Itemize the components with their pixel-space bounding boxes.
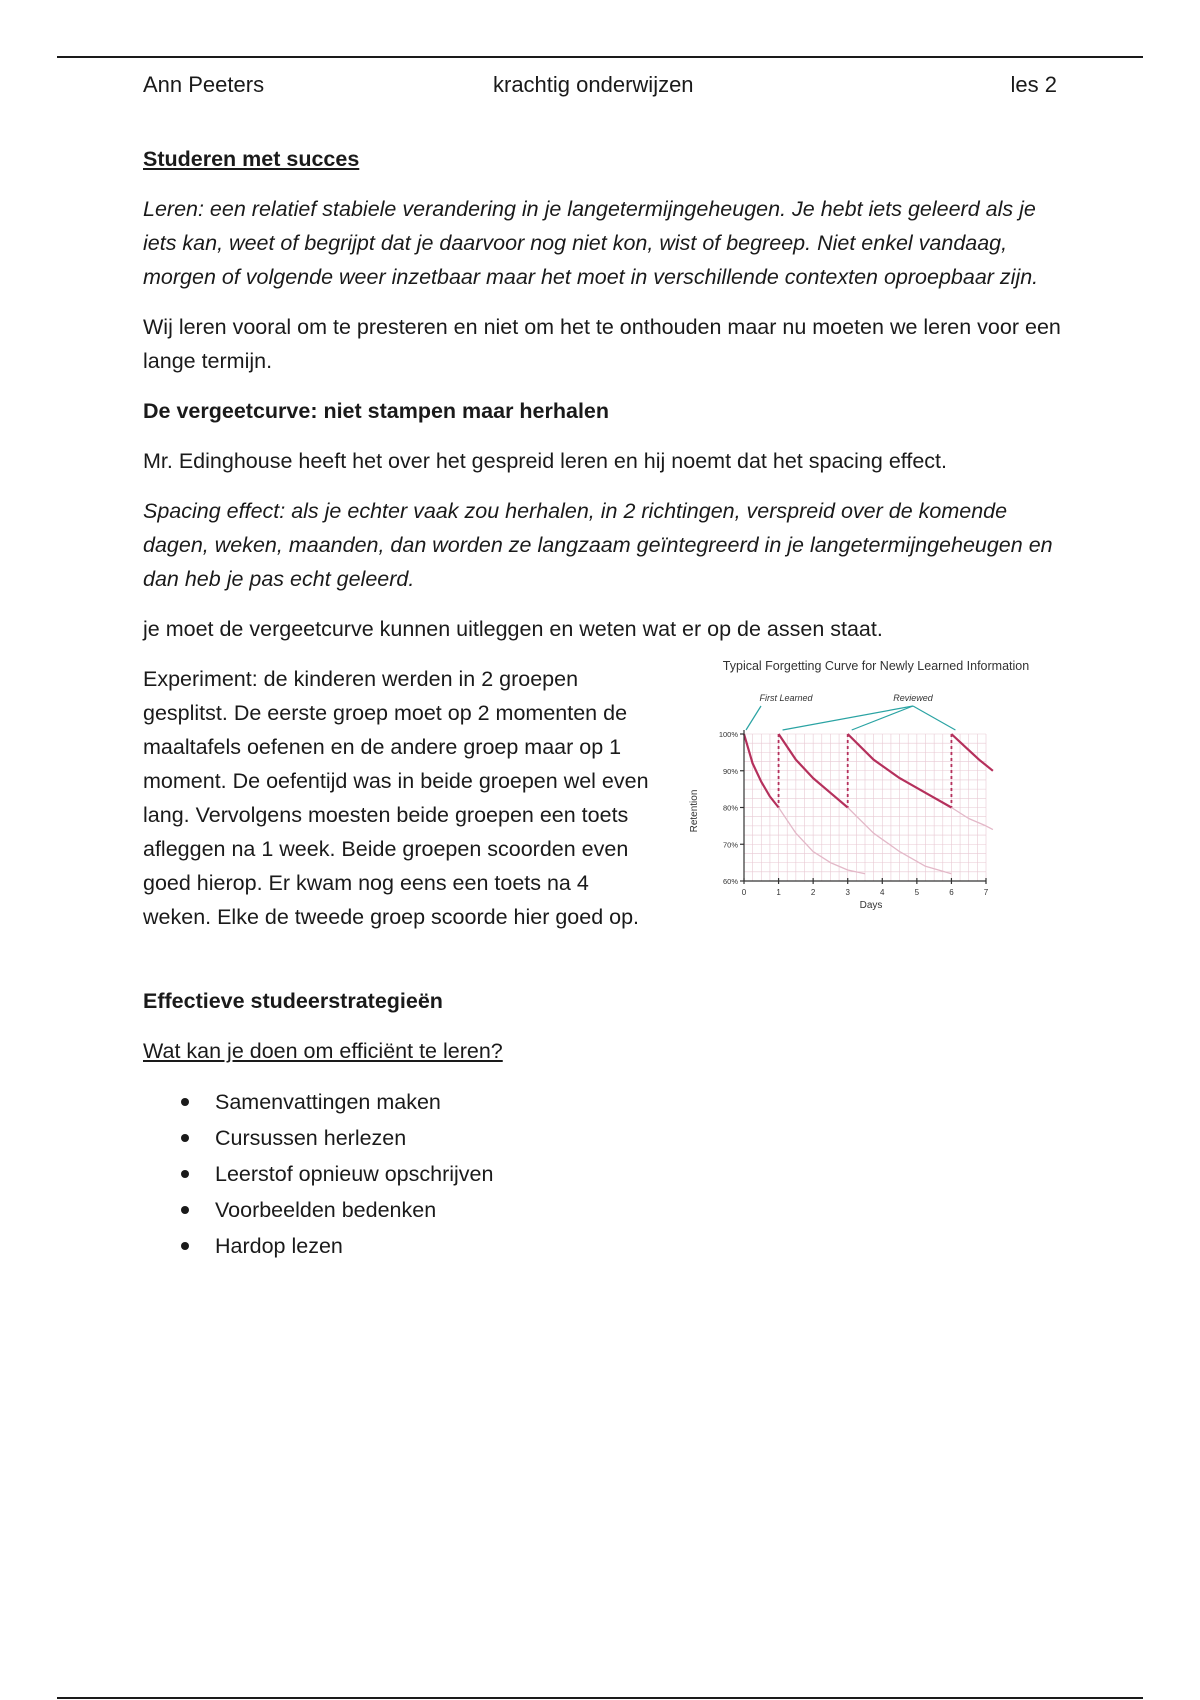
chart-x-label: Days [859, 900, 883, 911]
list-item [181, 1156, 1063, 1192]
annotation-first-learned: First Learned [759, 693, 813, 703]
definition-spacing-effect: Spacing effect: als je echter vaak zou herhalen, in 2 richtingen, verspreid over de komende dagen, weken, maanden, dan worden ze langzaam geïntegreerd in je langetermijngeheugen en dan heb je pas echt geleerd. [143, 499, 1053, 591]
x-tick-label: 2 [810, 888, 816, 897]
y-tick-label: 90% [722, 766, 738, 776]
question-efficient-leren: Wat kan je doen om efficiënt te leren? [143, 1039, 503, 1063]
bullet-dot-icon [181, 1170, 189, 1178]
chart-title: Typical Forgetting Curve for Newly Learned Information [722, 659, 1030, 673]
header-author: Ann Peeters [143, 72, 265, 97]
x-tick-label: 4 [880, 888, 885, 897]
top-rule [57, 56, 1143, 58]
chart-annotations [746, 693, 955, 730]
bullet-dot-icon [181, 1206, 189, 1214]
header-course: krachtig onderwijzen [493, 72, 694, 97]
experiment-block [143, 659, 1063, 968]
section-title-vergeetcurve: De vergeetcurve: niet stampen maar herhalen [143, 399, 610, 423]
paragraph-edinghouse: Mr. Edinghouse heeft het over het gespreid leren en hij noemt dat het spacing effect. [143, 449, 947, 473]
list-item [181, 1084, 1063, 1120]
bullet-dot-icon [181, 1134, 189, 1142]
list-item-label: Cursussen herlezen [215, 1126, 407, 1150]
header-lesson: les 2 [1010, 72, 1057, 97]
y-tick-label: 100% [718, 730, 738, 739]
section-title-strategieen: Effectieve studeerstrategieën [143, 989, 443, 1013]
forgetting-curve-chart [681, 656, 1071, 926]
reviewed-arrow [852, 706, 913, 730]
section-title-studeren: Studeren met succes [143, 147, 360, 171]
x-tick-label: 6 [949, 888, 954, 897]
x-tick-label: 1 [776, 888, 781, 897]
definition-leren: Leren: een relatief stabiele verandering in je langetermijngeheugen. Je hebt iets geleerd als je iets kan, weet of begrijpt dat je daarvoor nog niet kon, wist of begreep. Niet enkel vandaag, morgen of volgende weer inzetbaar maar het moet in verschillende contexten oproepbaar zijn. [143, 197, 1039, 289]
list-item-label: Hardop lezen [215, 1234, 343, 1258]
annotation-reviewed: Reviewed [893, 693, 933, 703]
paragraph-experiment: Experiment: de kinderen werden in 2 groepen gesplitst. De eerste groep moet op 2 momenten de maaltafels oefenen en de andere groep maar op 1 moment. De oefentijd was in beide groepen wel even lang. Vervolgens moesten beide groepen een toets afleggen na 1 week. Beide groepen scoorden even goed hierop. Er kwam nog eens een toets na 4 weken. Elke de tweede groep scoorde hier goed op. [143, 667, 649, 929]
y-tick-label: 70% [722, 840, 738, 850]
list-item-label: Leerstof opnieuw opschrijven [215, 1162, 494, 1186]
x-tick-label: 5 [914, 888, 920, 897]
first-learned-arrow [746, 706, 761, 730]
chart-y-label: Retention [689, 789, 700, 833]
y-tick-label: 80% [722, 803, 738, 813]
x-tick-label: 0 [741, 888, 747, 897]
reviewed-arrow [783, 706, 913, 730]
x-tick-label: 3 [845, 888, 850, 897]
y-tick-label: 60% [722, 877, 738, 886]
list-item-label: Samenvattingen maken [215, 1090, 441, 1114]
x-tick-label: 7 [983, 888, 989, 897]
list-item [181, 1192, 1063, 1228]
faded-curve-segment [951, 808, 993, 830]
bullet-dot-icon [181, 1242, 189, 1250]
paragraph-assen: je moet de vergeetcurve kunnen uitleggen en weten wat er op de assen staat. [143, 617, 883, 641]
bullet-dot-icon [181, 1098, 189, 1106]
paragraph-presteren: Wij leren vooral om te presteren en niet om het te onthouden maar nu moeten we leren voor een lange termijn. [143, 315, 1061, 373]
strategy-list [143, 1084, 1063, 1264]
bottom-rule [57, 1697, 1143, 1699]
page-header [143, 70, 1057, 100]
list-item-label: Voorbeelden bedenken [215, 1198, 437, 1222]
reviewed-arrow [913, 706, 955, 730]
list-item [181, 1228, 1063, 1264]
list-item [181, 1120, 1063, 1156]
document-body [143, 142, 1063, 1264]
chart-curves [744, 734, 993, 874]
